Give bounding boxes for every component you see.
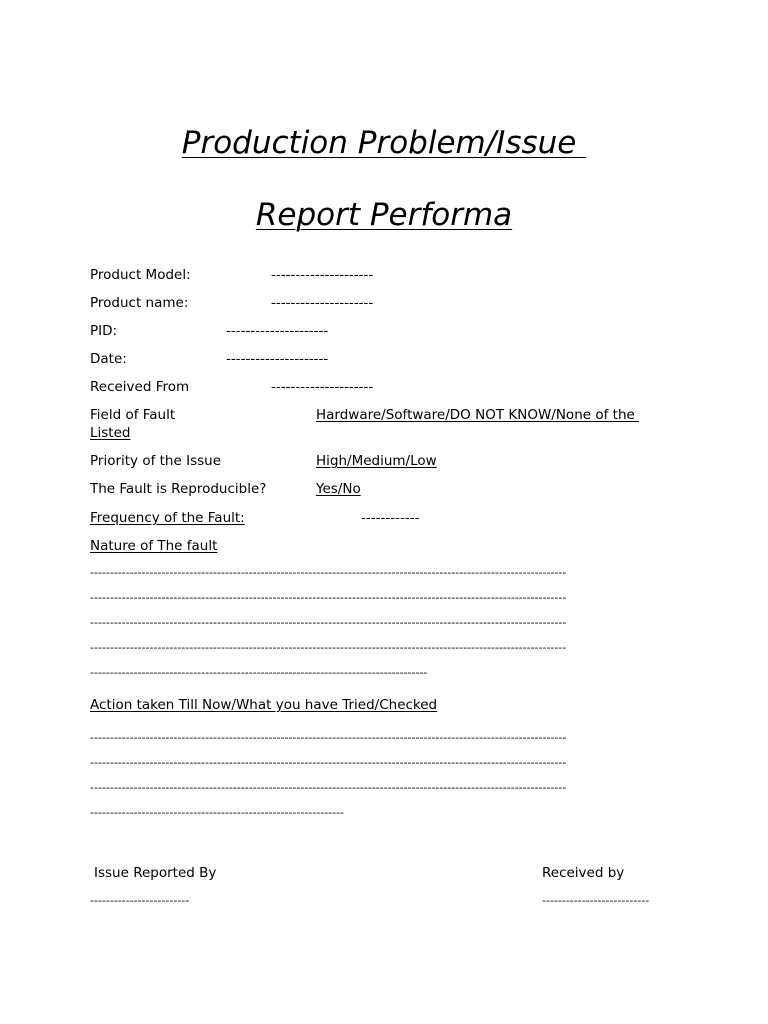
received-from-value: --------------------- (271, 379, 374, 395)
nature-line: ------------------------------------------------------------------------------------------------------------------------ (90, 641, 567, 654)
reproducible-value: Yes/No (316, 481, 361, 497)
frequency-value: ------------ (361, 510, 420, 526)
title-line-2: Report Performa (255, 197, 513, 233)
field-of-fault-label: Field of Fault (90, 407, 176, 423)
pid-value: --------------------- (226, 323, 329, 339)
action-line: ------------------------------------------------------------------------------------------------------------------------ (90, 731, 567, 744)
product-name-label: Product name: (90, 295, 189, 311)
title-line-1: Production Problem/Issue (181, 125, 587, 161)
nature-line: ------------------------------------------------------------------------------------- (90, 666, 428, 679)
issue-reported-by-label: Issue Reported By (94, 865, 217, 881)
action-line: ------------------------------------------------------------------------------------------------------------------------ (90, 756, 567, 769)
field-of-fault-continuation: Listed (90, 425, 131, 441)
nature-heading: Nature of The fault (90, 538, 218, 554)
received-from-label: Received From (90, 379, 190, 395)
priority-value: High/Medium/Low (316, 453, 437, 469)
priority-label: Priority of the Issue (90, 453, 221, 469)
product-model-label: Product Model: (90, 267, 191, 283)
product-model-value: --------------------- (271, 267, 374, 283)
date-label: Date: (90, 351, 127, 367)
pid-label: PID: (90, 323, 118, 339)
product-name-value: --------------------- (271, 295, 374, 311)
action-heading: Action taken Till Now/What you have Tried/Checked (90, 697, 438, 713)
field-of-fault-value: Hardware/Software/DO NOT KNOW/None of the (316, 407, 640, 423)
date-value: --------------------- (226, 351, 329, 367)
received-by-label: Received by (542, 865, 625, 881)
action-line: ---------------------------------------------------------------- (90, 806, 345, 819)
issue-reported-by-line: ------------------------- (90, 894, 190, 907)
nature-line: ------------------------------------------------------------------------------------------------------------------------ (90, 616, 567, 629)
reproducible-label: The Fault is Reproducible? (90, 481, 267, 497)
received-by-line: --------------------------- (542, 894, 650, 907)
nature-line: ------------------------------------------------------------------------------------------------------------------------ (90, 591, 567, 604)
action-line: ------------------------------------------------------------------------------------------------------------------------ (90, 781, 567, 794)
nature-line: ------------------------------------------------------------------------------------------------------------------------ (90, 566, 567, 579)
frequency-label: Frequency of the Fault: (90, 510, 245, 526)
